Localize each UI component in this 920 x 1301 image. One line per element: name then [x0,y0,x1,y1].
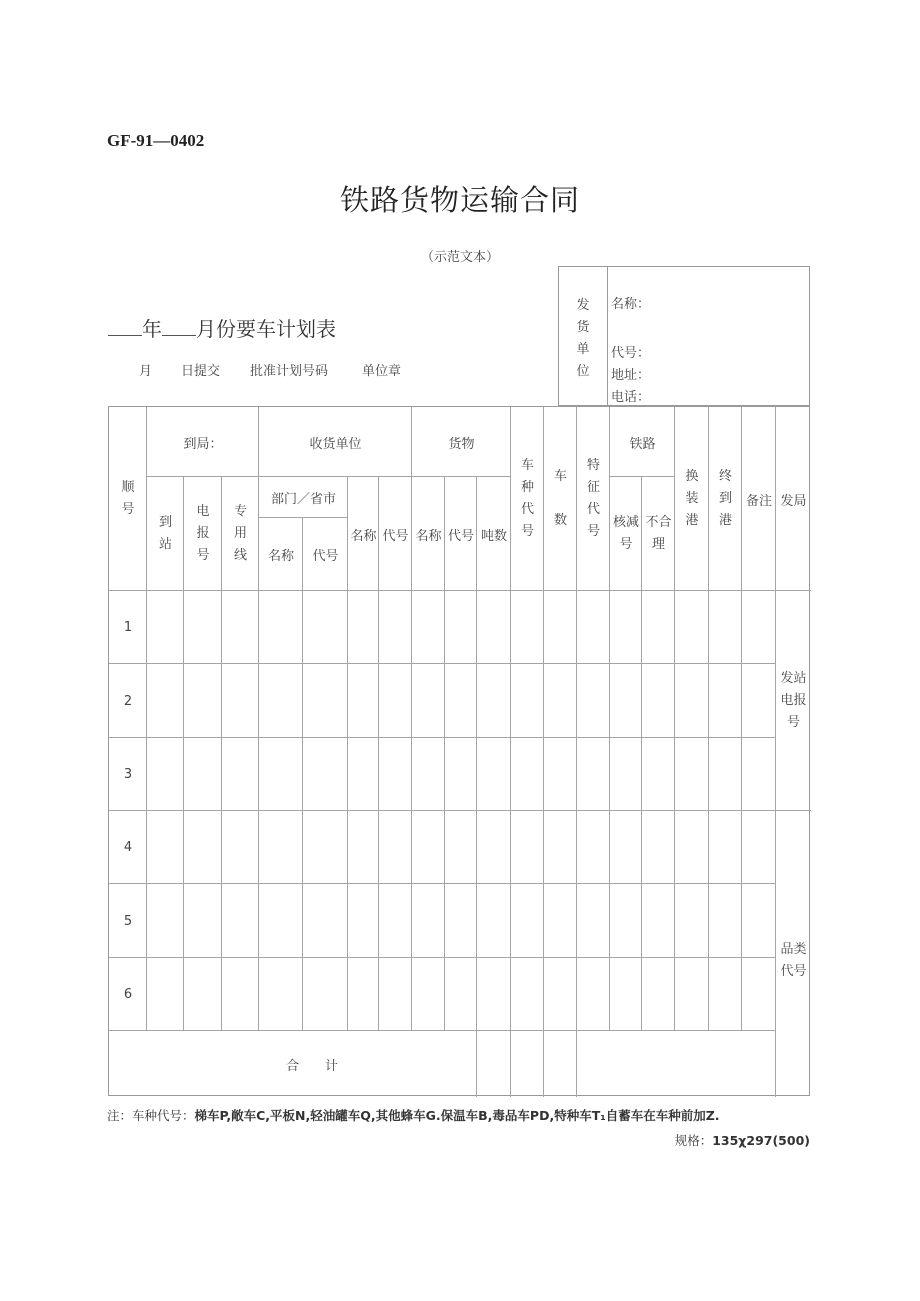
grid-line-vertical [302,518,303,1031]
shipper-phone: 电话： [611,390,651,405]
document-code: GF-91—0402 [107,131,205,150]
document-subtitle: （示范文本） [420,250,499,265]
row-number: 6 [123,987,133,1002]
header-to-station: 到 站 [158,515,172,552]
header-goods-name: 名称 [415,528,442,544]
row-number: 2 [123,693,133,709]
header-transfer-port: 换 装 港 [685,469,699,528]
spec [675,1131,810,1149]
submit-day: 日提交 [181,364,221,379]
shipper-box [558,266,810,406]
header-tonnage: 吨数 [480,528,507,544]
header-dept-code: 代号 [312,549,339,564]
header-feature-code: 特 征 代 号 [586,458,600,539]
shipper-code: 代号： [611,346,651,361]
header-car-count: 车 数 [553,469,567,528]
header-railway: 铁路 [629,436,656,452]
plan-title [108,313,336,342]
row-number: 1 [123,620,133,635]
unit-seal: 单位章 [362,364,402,379]
month-blank [162,318,196,336]
header-dept-name: 名称 [267,549,294,564]
note [107,1106,720,1124]
header-consignee-name: 名称 [350,528,377,544]
grid-line-horizontal [109,957,776,958]
approval-number: 批准计划号码 [250,364,329,379]
header-dept-city: 部门／省市 [270,492,336,507]
total-label: 合 计 [285,1058,338,1074]
grid-line-horizontal [109,883,776,884]
row-number: 5 [123,913,133,929]
row-number: 3 [123,767,133,782]
header-goods-code: 代号 [447,528,474,544]
year-blank [108,318,142,336]
header-seq: 顺 号 [121,480,135,517]
header-private-line: 专 用 线 [233,504,247,563]
header-consignee-code: 代号 [382,528,409,544]
header-dispatch-bureau: 发局 [780,493,807,509]
plan-table [108,406,810,1096]
note-content: 梯车P,敞车C,平板N,轻油罐车Q,其他蜂车G.保温车B,毒品车PD,特种车T₁自蓄车在车种前加Z. [194,1108,720,1123]
header-unreasonable: 不合 理 [645,515,672,552]
note-prefix: 注：车种代号： [107,1108,195,1123]
shipper-divider [607,267,608,405]
shipper-label: 发 货 单 位 [576,298,590,379]
shipper-address: 地址： [611,368,651,383]
header-car-type-code: 车 种 代 号 [520,458,534,539]
header-consignee: 收货单位 [309,436,362,452]
shipper-name: 名称： [611,297,651,312]
side-category-code: 品类 代号 [780,942,807,979]
side-station-telegraph: 发站 电报 号 [780,671,807,730]
month-label: 月份要车计划表 [196,317,336,341]
grid-line-horizontal [109,810,776,811]
grid-line-horizontal [109,663,776,664]
spec-value: 135χ297(500) [712,1133,810,1148]
document-title: 铁路货物运输合同 [339,183,580,217]
header-goods: 货物 [448,436,475,452]
header-reduce-no: 核减 号 [612,515,639,552]
row-number: 4 [123,840,133,855]
year-label: 年 [142,317,162,341]
header-remarks: 备注 [745,493,772,509]
submit-month: 月 [139,364,153,379]
header-arrival-bureau: 到局： [183,436,223,452]
header-telegraph: 电 报 号 [196,504,210,563]
spec-label: 规格： [674,1133,713,1148]
grid-line-horizontal [109,737,776,738]
header-final-port: 终 到 港 [718,469,732,528]
